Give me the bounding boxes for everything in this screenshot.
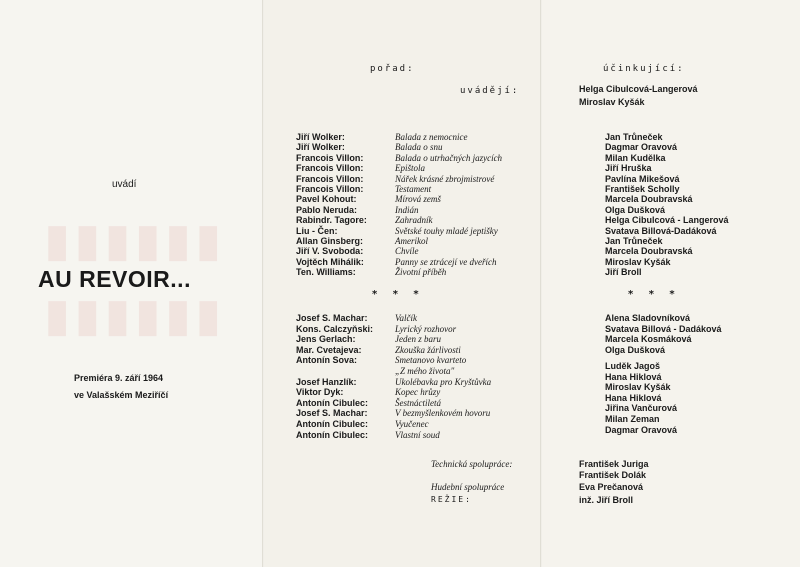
program-work: Mírová zemš	[395, 194, 441, 205]
performer-name: Hana Hiklová	[605, 392, 662, 403]
host-name: Miroslav Kyšák	[579, 97, 645, 107]
cast-header: účinkující:	[603, 64, 685, 74]
separator-stars: * * *	[628, 289, 681, 300]
performer-name: František Scholly	[605, 184, 680, 194]
host-name: Helga Cibulcová-Langerová	[579, 84, 698, 94]
show-through-artwork: ▮▮▮▮▮▮	[45, 216, 227, 265]
program-work: Lyrický rozhovor	[395, 323, 457, 334]
performer-name: Svatava Billová - Dadáková	[605, 323, 722, 334]
program-author: Viktor Dyk:	[296, 387, 344, 398]
direction-credit-label: REŽIE:	[431, 495, 472, 504]
program-work: Testament	[395, 184, 432, 194]
music-name: Eva Prečanová	[579, 482, 644, 492]
program-work: Indián	[395, 204, 419, 215]
program-author: Francois Villon:	[296, 184, 364, 194]
program-work: Jeden z baru	[395, 334, 441, 345]
performer-name: Miroslav Kyšák	[605, 382, 671, 393]
program-work: Smetanovo kvarteto	[395, 355, 467, 366]
performer-name: Helga Cibulcová - Langerová	[605, 215, 729, 226]
presents-label: uvádí	[112, 179, 137, 190]
program-work: Balada o utrhačných jazycích	[395, 152, 503, 163]
performer-name: Luděk Jagoš	[605, 361, 661, 371]
performer-name: Jiří Broll	[605, 267, 642, 278]
program-author: Jens Gerlach:	[296, 334, 356, 345]
show-through-artwork: ▮▮▮▮▮▮	[45, 291, 227, 340]
tech-name: František Juriga	[579, 459, 649, 469]
performer-name: Pavlína Mikešová	[605, 173, 680, 184]
hosts-header: uvádějí:	[460, 86, 520, 96]
fold-line	[262, 0, 264, 567]
program-author: Francois Villon:	[296, 173, 364, 184]
program-author: Jiří Wolker:	[296, 132, 345, 142]
program-work: Šestnáctiletá	[395, 397, 441, 408]
premiere-info	[74, 370, 168, 404]
program-work: Světské touhy mladé jeptišky	[395, 225, 498, 236]
show-title: AU REVOIR...	[38, 266, 191, 292]
program-author: Josef S. Machar:	[296, 408, 368, 419]
performer-name: Hana Hiklová	[605, 371, 662, 382]
tech-name: František Dolák	[579, 470, 647, 480]
program-work: Vyučenec	[395, 419, 429, 429]
performer-name: Svatava Billová-Dadáková	[605, 225, 717, 236]
performer-name: Jan Trůneček	[605, 132, 663, 142]
performer-name: Marcela Doubravská	[605, 246, 693, 257]
performer-name: Miroslav Kyšák	[605, 256, 671, 267]
program-work: Kopec hrůzy	[395, 387, 441, 398]
program-author: Pavel Kohout:	[296, 194, 357, 205]
program-work: Zahradník	[395, 215, 433, 226]
premiere-date: Premiéra 9. září 1964	[74, 373, 164, 383]
program-work: Balada z nemocnice	[395, 132, 468, 142]
program-work: V bezmyšlenkovém hovoru	[395, 408, 491, 419]
program-work: „Z mého života"	[395, 366, 455, 376]
program-author: Ten. Williams:	[296, 267, 356, 278]
program-work: Panny se ztrácejí ve dveřích	[395, 256, 497, 267]
program-work: Ukolébavka pro Kryštůvka	[395, 376, 492, 387]
performer-name: Dagmar Oravová	[605, 142, 678, 153]
tech-credit-label: Technická spolupráce:	[431, 459, 513, 469]
performer-name: Jan Trůneček	[605, 236, 663, 246]
performer-name: Alena Sladovníková	[605, 313, 691, 323]
program-author: Rabindr. Tagore:	[296, 215, 367, 226]
premiere-place: ve Valašském Meziříčí	[74, 390, 169, 400]
program-author: Antonín Cibulec:	[296, 429, 368, 440]
program-author: Francois Villon:	[296, 163, 364, 174]
program-work: Valčík	[395, 313, 417, 323]
program-work: Životní příběh	[395, 267, 447, 278]
program-work: Amerikol	[395, 236, 428, 246]
program-work: Vlastní soud	[395, 429, 440, 440]
program-work: Epištola	[395, 163, 426, 174]
program-work: Nářek krásné zbrojmistrové	[395, 173, 495, 184]
performer-name: Jiřina Vančurová	[605, 403, 678, 414]
performer-name: Marcela Kosmáková	[605, 334, 692, 345]
performer-name: Dagmar Oravová	[605, 424, 678, 435]
program-author: Antonín Cibulec:	[296, 397, 368, 408]
program-author: Allan Ginsberg:	[296, 236, 364, 246]
program-author: Josef S. Machar:	[296, 313, 368, 323]
program-work: Chvíle	[395, 246, 419, 257]
program-work: Zkouška žárlivosti	[395, 344, 461, 355]
program-author: Vojtěch Mihálik:	[296, 256, 364, 267]
performer-name: Marcela Doubravská	[605, 194, 693, 205]
program-author: Antonín Sova:	[296, 355, 357, 366]
program-author: Antonín Cibulec:	[296, 419, 368, 429]
performer-name: Olga Dušková	[605, 204, 666, 215]
program-author: Liu - Čen:	[296, 225, 338, 236]
performer-name: Jiří Hruška	[605, 163, 652, 174]
program-author: Francois Villon:	[296, 152, 364, 163]
program-author: Mar. Cvetajeva:	[296, 344, 362, 355]
program-work: Balada o snu	[395, 142, 443, 153]
program-author: Kons. Calczyňski:	[296, 323, 374, 334]
performer-name: Milan Zeman	[605, 414, 660, 424]
fold-line	[540, 0, 542, 567]
performer-name: Milan Kudělka	[605, 152, 666, 163]
program-header: pořad:	[370, 64, 415, 74]
separator-stars: * * *	[372, 289, 425, 300]
program-author: Josef Hanzlík:	[296, 376, 357, 387]
program-author: Jiří Wolker:	[296, 142, 345, 153]
performer-name: Olga Dušková	[605, 344, 666, 355]
direction-name: inž. Jiří Broll	[579, 495, 634, 505]
music-credit-label: Hudební spolupráce	[431, 482, 505, 492]
program-author: Jiří V. Svoboda:	[296, 246, 364, 257]
program-author: Pablo Neruda:	[296, 204, 358, 215]
